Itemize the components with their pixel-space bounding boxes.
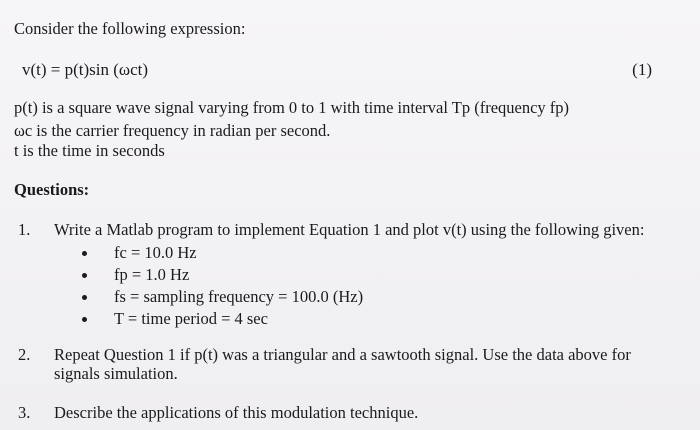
- given-carrier-frequency: fc = 10.0 Hz: [114, 243, 197, 262]
- bullet-icon: [82, 295, 87, 300]
- given-time-period: T = time period = 4 sec: [114, 309, 268, 328]
- bullet-icon: [82, 251, 87, 256]
- equation: v(t) = p(t)sin (ωct): [22, 60, 149, 79]
- intro-text: Consider the following expression:: [14, 19, 246, 38]
- question-2-text-line1: Repeat Question 1 if p(t) was a triangular and a sawtooth signal. Use the data above for: [54, 345, 631, 364]
- given-signal-frequency: fp = 1.0 Hz: [114, 265, 190, 284]
- question-1-number: 1.: [18, 220, 31, 239]
- question-2-number: 2.: [18, 345, 31, 364]
- bullet-icon: [82, 273, 87, 278]
- definition-time: t is the time in seconds: [14, 141, 165, 160]
- bullet-icon: [82, 317, 87, 322]
- definition-square-wave: p(t) is a square wave signal varying from 0 to 1 with time interval Tp (frequency fp): [14, 98, 570, 117]
- question-2-text-line2: signals simulation.: [54, 364, 178, 383]
- definition-carrier-frequency: ωc is the carrier frequency in radian per second.: [14, 121, 331, 140]
- question-1-text: Write a Matlab program to implement Equation 1 and plot v(t) using the following given:: [54, 220, 645, 239]
- question-3-text: Describe the applications of this modulation technique.: [54, 403, 419, 422]
- equation-number: (1): [632, 60, 652, 79]
- given-sampling-frequency: fs = sampling frequency = 100.0 (Hz): [114, 287, 364, 306]
- question-3-number: 3.: [18, 403, 31, 422]
- questions-heading: Questions:: [14, 180, 90, 199]
